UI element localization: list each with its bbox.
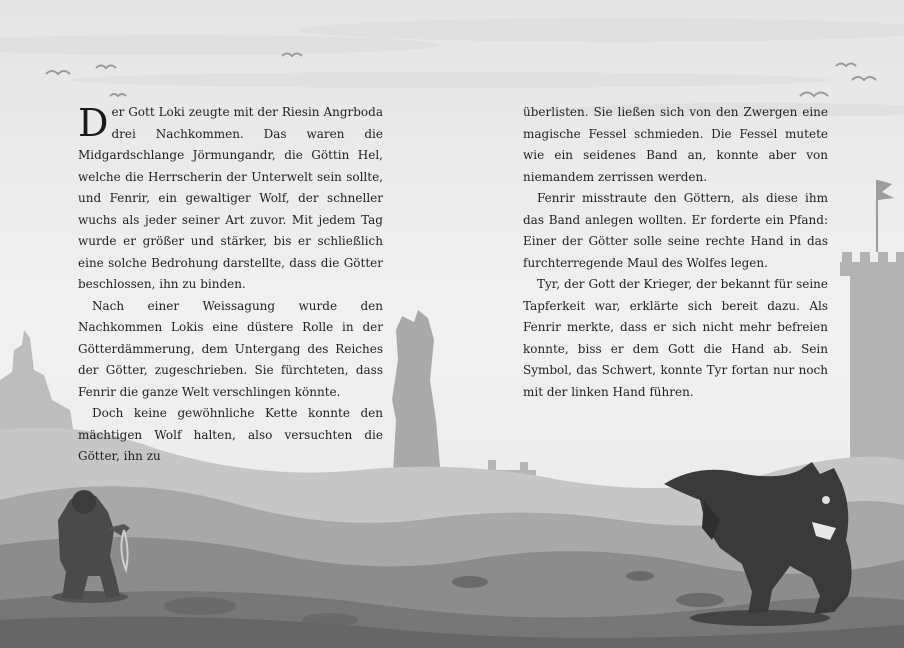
paragraph: Doch keine gewöhnliche Kette konnte den mächtigen Wolf halten, also versuchten die Götter, ihn zu (78, 406, 383, 463)
paragraph: Nach einer Weissagung wurde den Nachkommen Lokis eine düstere Rolle in der Götterdämmerung, dem Untergang des Reiches der Götter, zugeschrieben. Sie fürchteten, dass Fenrir die ganze Welt verschlingen könnte. (78, 298, 383, 399)
drop-cap: D (78, 101, 109, 145)
paragraph: Fenrir misstraute den Göttern, als diese ihm das Band anlegen wollten. Er forderte ein Pfand: Einer der Götter solle seine rechte Hand in das furchterregende Maul des Wolfes legen. (523, 191, 828, 270)
text-column-left (78, 102, 383, 468)
paragraph: überlisten. Sie ließen sich von den Zwergen eine magische Fessel schmieden. Die Fessel mutete wie ein seidenes Band an, konnte aber von niemandem zerrissen werden. (523, 105, 828, 184)
text-column-right (523, 102, 828, 403)
paragraph: Tyr, der Gott der Krieger, der bekannt für seine Tapferkeit war, erklärte sich bereit dazu. Als Fenrir merkte, dass er sich nicht mehr befreien konnte, biss er dem Gott die Hand ab. Sein Symbol, das Schwert, konnte Tyr fortan nur noch mit der linken Hand führen. (523, 277, 828, 399)
paragraph-text: er Gott Loki zeugte mit der Riesin Angrboda drei Nachkommen. Das waren die Midgardschlange Jörmungandr, die Göttin Hel, welche die Herrscherin der Unterwelt sein sollte, und Fenrir, ein gewaltiger Wolf, der schneller wuchs als jeder seiner Art zuvor. Mit jedem Tag wurde er größer und stärker, bis er schließlich eine solche Bedrohung darstellte, dass die Götter beschlossen, ihn zu binden. (78, 105, 383, 291)
paragraph (78, 102, 383, 296)
